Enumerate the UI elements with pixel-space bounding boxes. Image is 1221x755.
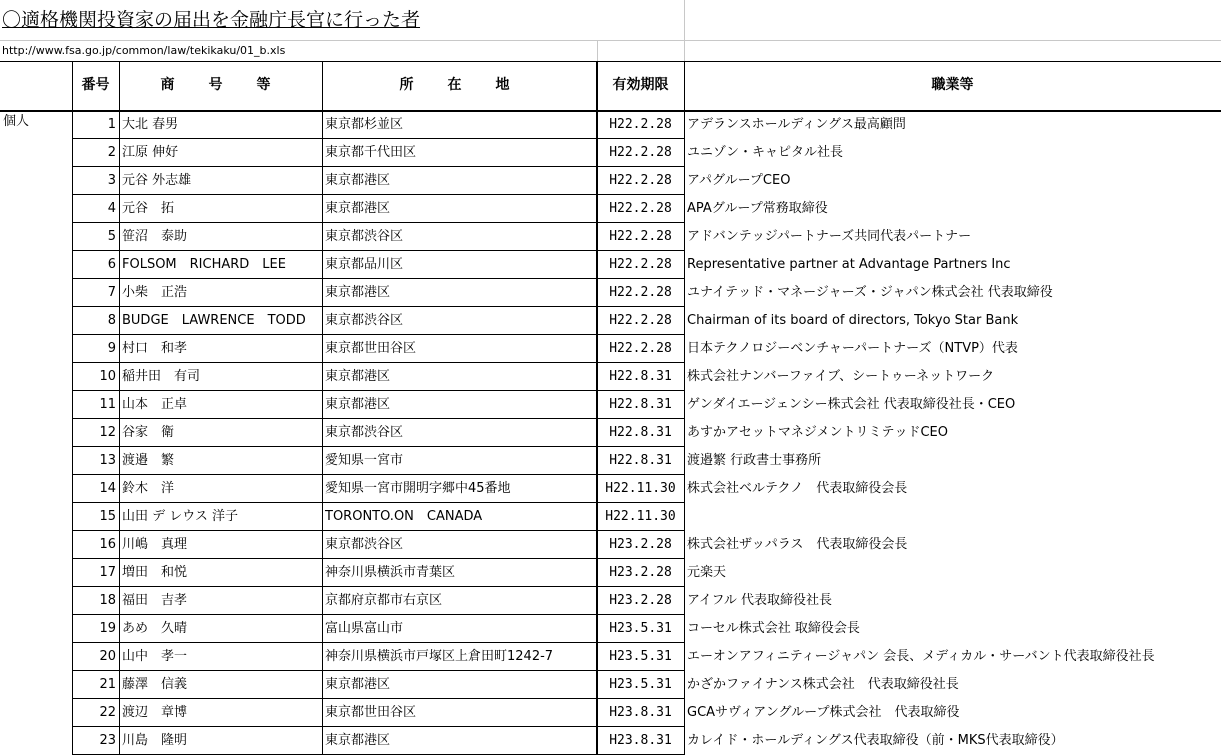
category-label: 個人 xyxy=(3,114,30,129)
grid-line xyxy=(597,40,598,61)
row-number: 3 xyxy=(107,173,116,188)
row-expiry: H22.2.28 xyxy=(609,313,672,328)
grid-line xyxy=(684,61,685,755)
row-occupation: GCAサヴィアングループ株式会社 代表取締役 xyxy=(687,705,960,720)
grid-line xyxy=(72,166,684,167)
row-occupation: 株式会社ナンバーファイブ、シートゥーネットワーク xyxy=(687,369,995,384)
grid-line xyxy=(72,222,684,223)
row-number: 13 xyxy=(99,453,116,468)
grid-line xyxy=(72,530,684,531)
row-occupation: Representative partner at Advantage Partners Inc xyxy=(687,257,1011,272)
row-number: 16 xyxy=(99,537,116,552)
row-occupation: APAグループ常務取締役 xyxy=(687,201,828,216)
row-expiry: H23.5.31 xyxy=(609,621,672,636)
row-expiry: H22.2.28 xyxy=(609,173,672,188)
row-number: 19 xyxy=(99,621,116,636)
grid-line xyxy=(72,362,684,363)
row-occupation: ユニゾン・キャピタル社長 xyxy=(687,145,844,160)
row-location: 東京都港区 xyxy=(325,285,391,300)
header-name: 商 号 等 xyxy=(160,77,281,93)
row-number: 11 xyxy=(99,397,116,412)
row-name: 小柴 正浩 xyxy=(122,285,188,300)
row-name: 笹沼 泰助 xyxy=(122,229,188,244)
grid-line xyxy=(72,194,684,195)
row-expiry: H22.2.28 xyxy=(609,285,672,300)
row-expiry: H23.2.28 xyxy=(609,593,672,608)
row-expiry: H23.5.31 xyxy=(609,649,672,664)
header-expiry: 有効期限 xyxy=(612,77,669,93)
row-location: 東京都渋谷区 xyxy=(325,229,404,244)
grid-line xyxy=(72,670,684,671)
source-url: http://www.fsa.go.jp/common/law/tekikaku/01_b.xls xyxy=(2,44,286,57)
row-expiry: H22.8.31 xyxy=(609,369,672,384)
row-name: 福田 吉孝 xyxy=(122,593,188,608)
grid-line xyxy=(72,698,684,699)
row-occupation: 株式会社ザッパラス 代表取締役会長 xyxy=(687,537,908,552)
row-name: 元谷 外志雄 xyxy=(122,173,192,188)
row-expiry: H23.2.28 xyxy=(609,537,672,552)
row-name: 村口 和孝 xyxy=(122,341,188,356)
row-location: 東京都渋谷区 xyxy=(325,313,404,328)
row-number: 14 xyxy=(99,481,116,496)
row-occupation: 元楽天 xyxy=(687,565,727,580)
header-location: 所 在 地 xyxy=(399,77,520,93)
row-location: 東京都港区 xyxy=(325,677,391,692)
row-location: 東京都品川区 xyxy=(325,257,404,272)
row-occupation: 日本テクノロジーベンチャーパートナーズ（NTVP）代表 xyxy=(687,341,1018,356)
row-location: 神奈川県横浜市戸塚区上倉田町1242-7 xyxy=(325,649,554,664)
header-occupation: 職業等 xyxy=(931,77,974,93)
grid-line xyxy=(72,502,684,503)
row-location: 東京都世田谷区 xyxy=(325,341,417,356)
row-number: 17 xyxy=(99,565,116,580)
header-number: 番号 xyxy=(81,77,110,93)
grid-line xyxy=(72,418,684,419)
row-name: 元谷 拓 xyxy=(122,201,175,216)
row-name: 渡辺 章博 xyxy=(122,705,188,720)
row-name: 川島 隆明 xyxy=(122,733,188,748)
grid-line xyxy=(72,642,684,643)
grid-line xyxy=(72,250,684,251)
row-number: 2 xyxy=(107,145,116,160)
grid-line xyxy=(72,558,684,559)
row-occupation: Chairman of its board of directors, Tokyo Star Bank xyxy=(687,313,1019,328)
grid-line xyxy=(72,390,684,391)
row-number: 4 xyxy=(107,201,116,216)
row-name: 稲井田 有司 xyxy=(122,369,201,384)
row-occupation: カレイド・ホールディングス代表取締役（前・MKS代表取締役） xyxy=(687,733,1064,748)
row-location: 東京都杉並区 xyxy=(325,117,404,132)
row-location: 東京都渋谷区 xyxy=(325,537,404,552)
grid-line xyxy=(0,110,1221,112)
grid-line xyxy=(72,138,684,139)
row-occupation: ユナイテッド・マネージャーズ・ジャパン株式会社 代表取締役 xyxy=(687,285,1053,300)
row-name: 渡邉 繁 xyxy=(122,453,175,468)
row-expiry: H22.2.28 xyxy=(609,229,672,244)
row-occupation: かざかファイナンス株式会社 代表取締役社長 xyxy=(687,677,959,692)
row-number: 7 xyxy=(107,285,116,300)
row-number: 9 xyxy=(107,341,116,356)
row-occupation xyxy=(684,503,1221,531)
row-name: 山本 正卓 xyxy=(122,397,188,412)
row-expiry: H22.2.28 xyxy=(609,201,672,216)
row-occupation: アイフル 代表取締役社長 xyxy=(687,593,833,608)
row-expiry: H23.5.31 xyxy=(609,677,672,692)
row-name: 藤澤 信義 xyxy=(122,677,188,692)
row-expiry: H22.8.31 xyxy=(609,453,672,468)
row-expiry: H22.8.31 xyxy=(609,397,672,412)
row-expiry: H22.2.28 xyxy=(609,145,672,160)
row-number: 21 xyxy=(99,677,116,692)
row-expiry: H22.11.30 xyxy=(605,481,676,496)
row-occupation: 株式会社ベルテクノ 代表取締役会長 xyxy=(687,481,908,496)
row-location: 東京都港区 xyxy=(325,369,391,384)
grid-line xyxy=(72,474,684,475)
row-expiry: H23.2.28 xyxy=(609,565,672,580)
row-occupation: ゲンダイエージェンシー株式会社 代表取締役社長・CEO xyxy=(687,397,1016,412)
row-number: 1 xyxy=(107,117,116,132)
row-location: 東京都渋谷区 xyxy=(325,425,404,440)
row-location: TORONTO.ON CANADA xyxy=(325,509,483,524)
row-number: 10 xyxy=(99,369,116,384)
grid-line xyxy=(72,586,684,587)
row-occupation: アデランスホールディングス最高顧問 xyxy=(687,117,906,132)
row-number: 6 xyxy=(107,257,116,272)
row-number: 22 xyxy=(99,705,116,720)
row-location: 東京都千代田区 xyxy=(325,145,417,160)
row-name: 川嶋 真理 xyxy=(122,537,188,552)
row-location: 東京都港区 xyxy=(325,173,391,188)
row-number: 8 xyxy=(107,313,116,328)
grid-line xyxy=(72,334,684,335)
row-location: 富山県富山市 xyxy=(325,621,404,636)
row-name: 山中 孝一 xyxy=(122,649,188,664)
row-expiry: H22.2.28 xyxy=(609,117,672,132)
row-name: 山田 デ レウス 洋子 xyxy=(122,509,239,524)
grid-line xyxy=(0,61,1221,62)
row-name: 江原 伸好 xyxy=(122,145,179,160)
row-name: BUDGE LAWRENCE TODD xyxy=(122,313,306,328)
grid-line xyxy=(72,306,684,307)
row-location: 京都府京都市右京区 xyxy=(325,593,443,608)
row-name: あめ 久晴 xyxy=(122,621,188,636)
page-title: 〇適格機関投資家の届出を金融庁長官に行った者 xyxy=(2,9,421,31)
row-occupation: エーオンアフィニティージャパン 会長、メディカル・サーバント代表取締役社長 xyxy=(687,649,1155,664)
row-number: 20 xyxy=(99,649,116,664)
row-number: 23 xyxy=(99,733,116,748)
row-number: 15 xyxy=(99,509,116,524)
row-expiry: H23.8.31 xyxy=(609,733,672,748)
row-number: 18 xyxy=(99,593,116,608)
row-occupation: アパグループCEO xyxy=(687,173,791,188)
grid-line xyxy=(72,278,684,279)
row-location: 愛知県一宮市開明字郷中45番地 xyxy=(325,481,511,496)
row-name: FOLSOM RICHARD LEE xyxy=(122,257,286,272)
grid-line xyxy=(684,0,685,61)
row-expiry: H23.8.31 xyxy=(609,705,672,720)
grid-line xyxy=(72,726,684,727)
row-location: 東京都港区 xyxy=(325,733,391,748)
row-occupation: コーセル株式会社 取締役会長 xyxy=(687,621,860,636)
row-expiry: H22.11.30 xyxy=(605,509,676,524)
row-expiry: H22.2.28 xyxy=(609,257,672,272)
row-number: 5 xyxy=(107,229,116,244)
row-location: 東京都港区 xyxy=(325,397,391,412)
grid-line xyxy=(72,446,684,447)
row-name: 谷家 衛 xyxy=(122,425,175,440)
grid-line xyxy=(72,614,684,615)
row-name: 鈴木 洋 xyxy=(122,481,175,496)
row-number: 12 xyxy=(99,425,116,440)
row-name: 大北 春男 xyxy=(122,117,179,132)
row-location: 東京都世田谷区 xyxy=(325,705,417,720)
row-location: 東京都港区 xyxy=(325,201,391,216)
row-name: 増田 和悦 xyxy=(122,565,188,580)
row-location: 神奈川県横浜市青葉区 xyxy=(325,565,456,580)
row-expiry: H22.8.31 xyxy=(609,425,672,440)
row-occupation: あすかアセットマネジメントリミテッドCEO xyxy=(687,425,949,440)
row-location: 愛知県一宮市 xyxy=(325,453,404,468)
row-expiry: H22.2.28 xyxy=(609,341,672,356)
row-occupation: アドバンテッジパートナーズ共同代表パートナー xyxy=(687,229,972,244)
row-occupation: 渡邉繁 行政書士事務所 xyxy=(687,453,822,468)
grid-line xyxy=(0,40,1221,41)
